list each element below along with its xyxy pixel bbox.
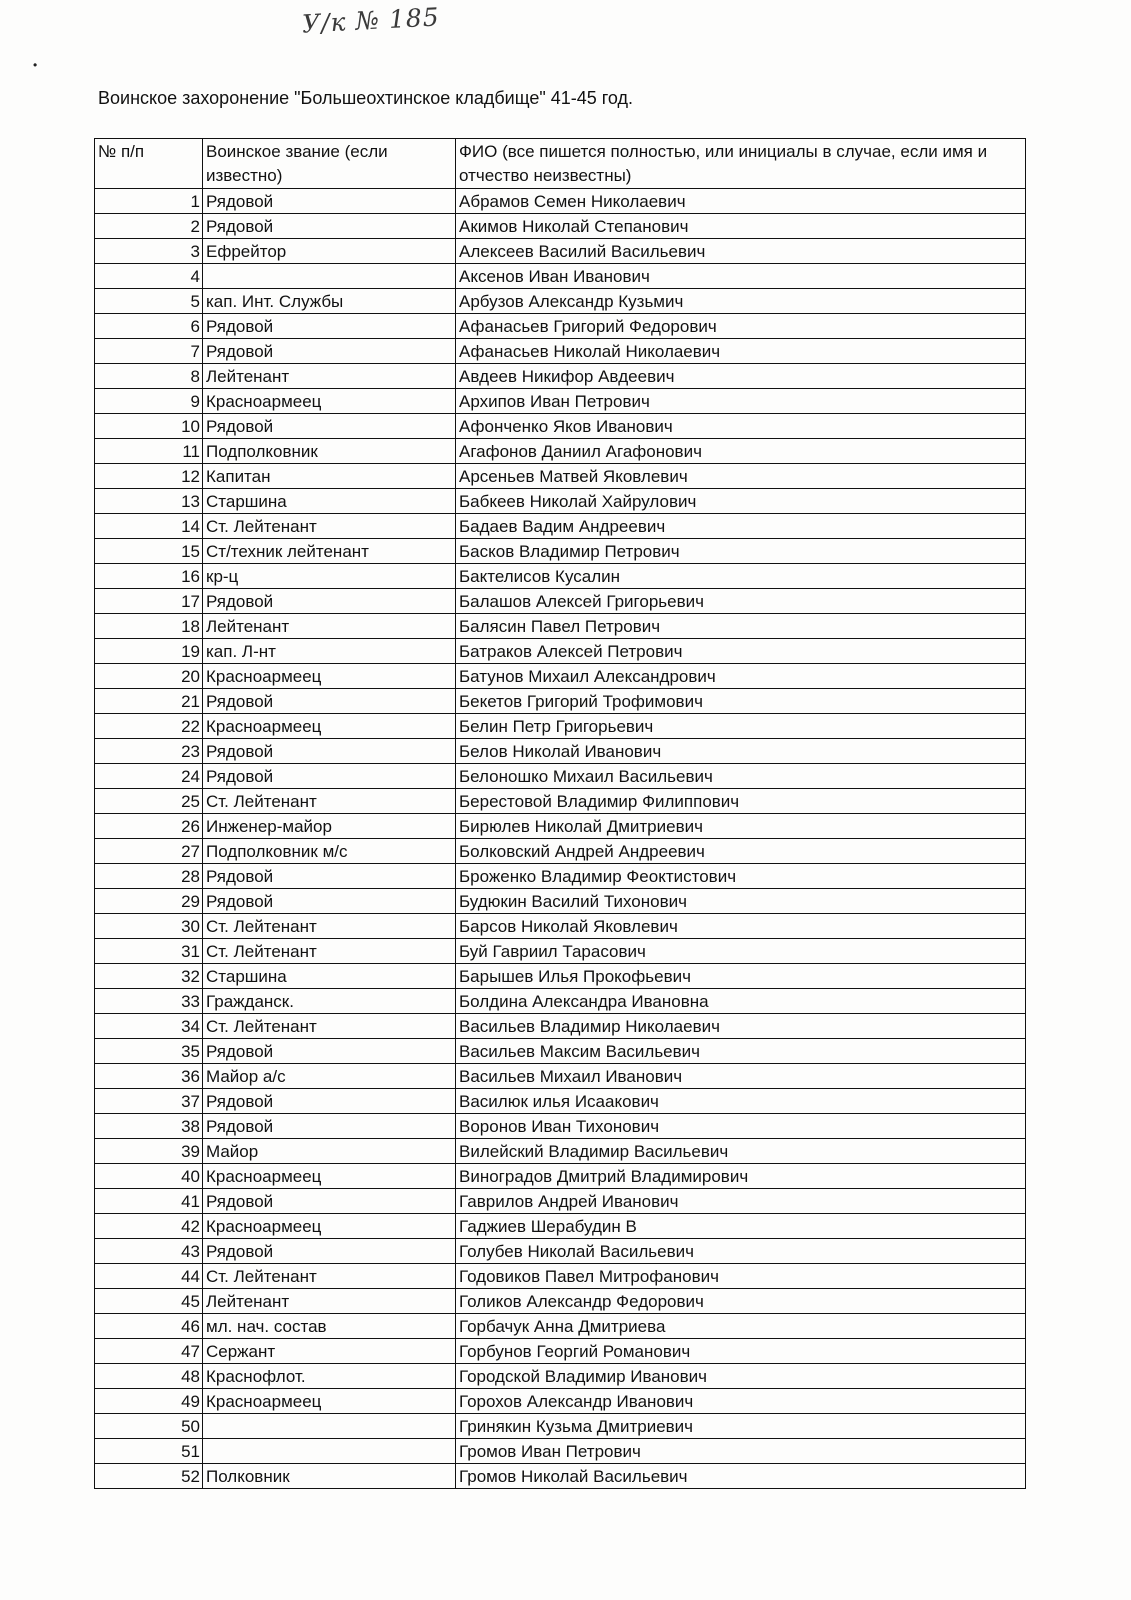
table-row (95, 1239, 1026, 1264)
table-row (95, 939, 1026, 964)
row-number: 21 (95, 689, 203, 714)
row-rank: Старшина (203, 489, 456, 514)
row-number: 8 (95, 364, 203, 389)
row-number: 32 (95, 964, 203, 989)
row-full-name: Гаджиев Шерабудин В (456, 1214, 1026, 1239)
row-rank: Рядовой (203, 314, 456, 339)
row-full-name: Голиков Александр Федорович (456, 1289, 1026, 1314)
row-rank: Инженер-майор (203, 814, 456, 839)
row-rank: Рядовой (203, 689, 456, 714)
row-full-name: Барышев Илья Прокофьевич (456, 964, 1026, 989)
row-rank (203, 1414, 456, 1439)
table-row (95, 714, 1026, 739)
table-row (95, 1289, 1026, 1314)
row-full-name: Алексеев Василий Васильевич (456, 239, 1026, 264)
row-full-name: Гринякин Кузьма Дмитриевич (456, 1414, 1026, 1439)
row-rank: Краснофлот. (203, 1364, 456, 1389)
row-number: 34 (95, 1014, 203, 1039)
row-number: 44 (95, 1264, 203, 1289)
row-rank: Ст. Лейтенант (203, 939, 456, 964)
row-full-name: Акимов Николай Степанович (456, 214, 1026, 239)
row-full-name: Горбунов Георгий Романович (456, 1339, 1026, 1364)
table-row (95, 439, 1026, 464)
table-row (95, 1189, 1026, 1214)
row-rank (203, 1439, 456, 1464)
row-rank: Красноармеец (203, 389, 456, 414)
row-rank: Подполковник (203, 439, 456, 464)
row-rank: Рядовой (203, 1189, 456, 1214)
table-row (95, 589, 1026, 614)
row-full-name: Бадаев Вадим Андреевич (456, 514, 1026, 539)
row-full-name: Буй Гавриил Тарасович (456, 939, 1026, 964)
row-rank: Рядовой (203, 864, 456, 889)
table-row (95, 1089, 1026, 1114)
row-number: 17 (95, 589, 203, 614)
table-row (95, 614, 1026, 639)
row-number: 18 (95, 614, 203, 639)
row-number: 41 (95, 1189, 203, 1214)
table-row (95, 239, 1026, 264)
row-full-name: Белоношко Михаил Васильевич (456, 764, 1026, 789)
table-row (95, 889, 1026, 914)
row-full-name: Громов Иван Петрович (456, 1439, 1026, 1464)
row-rank: Рядовой (203, 214, 456, 239)
row-number: 20 (95, 664, 203, 689)
row-number: 15 (95, 539, 203, 564)
row-number: 3 (95, 239, 203, 264)
row-rank: Полковник (203, 1464, 456, 1489)
row-number: 31 (95, 939, 203, 964)
row-rank: Рядовой (203, 189, 456, 214)
row-full-name: Годовиков Павел Митрофанович (456, 1264, 1026, 1289)
table-header-row (95, 139, 1026, 189)
table-row (95, 264, 1026, 289)
row-number: 19 (95, 639, 203, 664)
row-full-name: Афанасьев Григорий Федорович (456, 314, 1026, 339)
table-row (95, 539, 1026, 564)
row-rank: Красноармеец (203, 1214, 456, 1239)
row-rank: Ст. Лейтенант (203, 914, 456, 939)
row-full-name: Балашов Алексей Григорьевич (456, 589, 1026, 614)
row-full-name: Афонченко Яков Иванович (456, 414, 1026, 439)
row-full-name: Бабкеев Николай Хайрулович (456, 489, 1026, 514)
row-number: 39 (95, 1139, 203, 1164)
row-rank: Капитан (203, 464, 456, 489)
row-full-name: Василюк илья Исаакович (456, 1089, 1026, 1114)
row-number: 29 (95, 889, 203, 914)
table-body (95, 189, 1026, 1489)
table-row (95, 1139, 1026, 1164)
table-row (95, 1264, 1026, 1289)
row-number: 45 (95, 1289, 203, 1314)
row-rank: Рядовой (203, 889, 456, 914)
table-row (95, 1039, 1026, 1064)
row-rank: Ст/техник лейтенант (203, 539, 456, 564)
table-row (95, 789, 1026, 814)
row-full-name: Васильев Владимир Николаевич (456, 1014, 1026, 1039)
row-full-name: Голубев Николай Васильевич (456, 1239, 1026, 1264)
table-row (95, 214, 1026, 239)
table-row (95, 1414, 1026, 1439)
header-number: № п/п (95, 139, 203, 189)
row-number: 4 (95, 264, 203, 289)
row-number: 11 (95, 439, 203, 464)
row-full-name: Белов Николай Иванович (456, 739, 1026, 764)
row-rank: Рядовой (203, 1239, 456, 1264)
row-full-name: Бекетов Григорий Трофимович (456, 689, 1026, 714)
row-number: 37 (95, 1089, 203, 1114)
row-full-name: Арсеньев Матвей Яковлевич (456, 464, 1026, 489)
row-number: 49 (95, 1389, 203, 1414)
row-number: 14 (95, 514, 203, 539)
row-full-name: Городской Владимир Иванович (456, 1364, 1026, 1389)
row-rank: Рядовой (203, 339, 456, 364)
table-row (95, 414, 1026, 439)
row-number: 33 (95, 989, 203, 1014)
row-full-name: Агафонов Даниил Агафонович (456, 439, 1026, 464)
row-rank: Ст. Лейтенант (203, 1264, 456, 1289)
row-full-name: Виноградов Дмитрий Владимирович (456, 1164, 1026, 1189)
row-number: 28 (95, 864, 203, 889)
table-row (95, 339, 1026, 364)
row-full-name: Вилейский Владимир Васильевич (456, 1139, 1026, 1164)
row-number: 42 (95, 1214, 203, 1239)
table-row (95, 514, 1026, 539)
row-full-name: Афанасьев Николай Николаевич (456, 339, 1026, 364)
table-row (95, 964, 1026, 989)
row-rank: Красноармеец (203, 664, 456, 689)
table-row (95, 1164, 1026, 1189)
row-full-name: Абрамов Семен Николаевич (456, 189, 1026, 214)
row-number: 52 (95, 1464, 203, 1489)
table-row (95, 389, 1026, 414)
table-row (95, 1014, 1026, 1039)
row-number: 40 (95, 1164, 203, 1189)
row-full-name: Архипов Иван Петрович (456, 389, 1026, 414)
row-number: 27 (95, 839, 203, 864)
row-rank (203, 264, 456, 289)
table-row (95, 189, 1026, 214)
header-name: ФИО (все пишется полностью, или инициалы в случае, если имя и отчество неизвестны) (456, 139, 1026, 189)
row-rank: Рядовой (203, 764, 456, 789)
row-rank: Майор а/с (203, 1064, 456, 1089)
row-rank: кр-ц (203, 564, 456, 589)
row-full-name: Васильев Максим Васильевич (456, 1039, 1026, 1064)
row-full-name: Васильев Михаил Иванович (456, 1064, 1026, 1089)
row-rank: Рядовой (203, 414, 456, 439)
row-full-name: Болковский Андрей Андреевич (456, 839, 1026, 864)
table-row (95, 814, 1026, 839)
row-full-name: Арбузов Александр Кузьмич (456, 289, 1026, 314)
table-row (95, 664, 1026, 689)
table-row (95, 289, 1026, 314)
row-number: 24 (95, 764, 203, 789)
row-number: 26 (95, 814, 203, 839)
table-row (95, 739, 1026, 764)
row-number: 43 (95, 1239, 203, 1264)
row-full-name: Болдина Александра Ивановна (456, 989, 1026, 1014)
burial-register-table (94, 138, 1026, 1489)
row-full-name: Гаврилов Андрей Иванович (456, 1189, 1026, 1214)
row-number: 9 (95, 389, 203, 414)
row-full-name: Барсов Николай Яковлевич (456, 914, 1026, 939)
table-row (95, 639, 1026, 664)
row-full-name: Горохов Александр Иванович (456, 1389, 1026, 1414)
row-rank: Лейтенант (203, 1289, 456, 1314)
table-row (95, 364, 1026, 389)
table-row (95, 314, 1026, 339)
row-number: 35 (95, 1039, 203, 1064)
row-rank: Гражданск. (203, 989, 456, 1014)
row-full-name: Аксенов Иван Иванович (456, 264, 1026, 289)
row-rank: кап. Л-нт (203, 639, 456, 664)
handwritten-annotation: У/к № 185 (301, 2, 441, 39)
row-number: 48 (95, 1364, 203, 1389)
row-full-name: Балясин Павел Петрович (456, 614, 1026, 639)
row-full-name: Батраков Алексей Петрович (456, 639, 1026, 664)
row-full-name: Воронов Иван Тихонович (456, 1114, 1026, 1139)
row-number: 10 (95, 414, 203, 439)
row-number: 5 (95, 289, 203, 314)
row-number: 2 (95, 214, 203, 239)
row-rank: Подполковник м/с (203, 839, 456, 864)
table-row (95, 1114, 1026, 1139)
row-rank: Ефрейтор (203, 239, 456, 264)
row-full-name: Броженко Владимир Феоктистович (456, 864, 1026, 889)
row-full-name: Бирюлев Николай Дмитриевич (456, 814, 1026, 839)
row-rank: Старшина (203, 964, 456, 989)
document-title: Воинское захоронение "Большеохтинское кладбище" 41-45 год. (98, 88, 634, 108)
row-rank: Рядовой (203, 1089, 456, 1114)
row-rank: Красноармеец (203, 1164, 456, 1189)
row-number: 22 (95, 714, 203, 739)
table-row (95, 989, 1026, 1014)
row-number: 1 (95, 189, 203, 214)
row-full-name: Горбачук Анна Дмитриева (456, 1314, 1026, 1339)
table-row (95, 1439, 1026, 1464)
row-number: 12 (95, 464, 203, 489)
row-rank: Рядовой (203, 739, 456, 764)
row-number: 6 (95, 314, 203, 339)
row-rank: Рядовой (203, 1039, 456, 1064)
row-rank: Майор (203, 1139, 456, 1164)
table-row (95, 1364, 1026, 1389)
table-row (95, 1339, 1026, 1364)
row-number: 25 (95, 789, 203, 814)
row-number: 38 (95, 1114, 203, 1139)
row-rank: Рядовой (203, 1114, 456, 1139)
row-full-name: Берестовой Владимир Филиппович (456, 789, 1026, 814)
row-rank: Ст. Лейтенант (203, 514, 456, 539)
row-rank: кап. Инт. Службы (203, 289, 456, 314)
row-number: 13 (95, 489, 203, 514)
table-row (95, 489, 1026, 514)
row-rank: Ст. Лейтенант (203, 1014, 456, 1039)
row-full-name: Будюкин Василий Тихонович (456, 889, 1026, 914)
row-full-name: Белин Петр Григорьевич (456, 714, 1026, 739)
row-rank: Рядовой (203, 589, 456, 614)
table-row (95, 914, 1026, 939)
table-row (95, 839, 1026, 864)
table-row (95, 864, 1026, 889)
table-row (95, 689, 1026, 714)
row-full-name: Громов Николай Васильевич (456, 1464, 1026, 1489)
row-full-name: Бактелисов Кусалин (456, 564, 1026, 589)
table-row (95, 1214, 1026, 1239)
scan-speck: • (33, 58, 38, 72)
table-row (95, 1464, 1026, 1489)
table-row (95, 564, 1026, 589)
header-rank: Воинское звание (если известно) (203, 139, 456, 189)
row-number: 7 (95, 339, 203, 364)
row-number: 51 (95, 1439, 203, 1464)
table-row (95, 1314, 1026, 1339)
row-rank: Ст. Лейтенант (203, 789, 456, 814)
row-rank: мл. нач. состав (203, 1314, 456, 1339)
row-number: 46 (95, 1314, 203, 1339)
row-rank: Лейтенант (203, 614, 456, 639)
row-number: 30 (95, 914, 203, 939)
row-rank: Лейтенант (203, 364, 456, 389)
row-full-name: Батунов Михаил Александрович (456, 664, 1026, 689)
row-rank: Сержант (203, 1339, 456, 1364)
row-number: 36 (95, 1064, 203, 1089)
row-full-name: Басков Владимир Петрович (456, 539, 1026, 564)
table-row (95, 464, 1026, 489)
table-row (95, 1389, 1026, 1414)
row-number: 16 (95, 564, 203, 589)
row-number: 23 (95, 739, 203, 764)
row-rank: Красноармеец (203, 714, 456, 739)
row-number: 47 (95, 1339, 203, 1364)
row-number: 50 (95, 1414, 203, 1439)
row-rank: Красноармеец (203, 1389, 456, 1414)
table-row (95, 764, 1026, 789)
row-full-name: Авдеев Никифор Авдеевич (456, 364, 1026, 389)
table-row (95, 1064, 1026, 1089)
